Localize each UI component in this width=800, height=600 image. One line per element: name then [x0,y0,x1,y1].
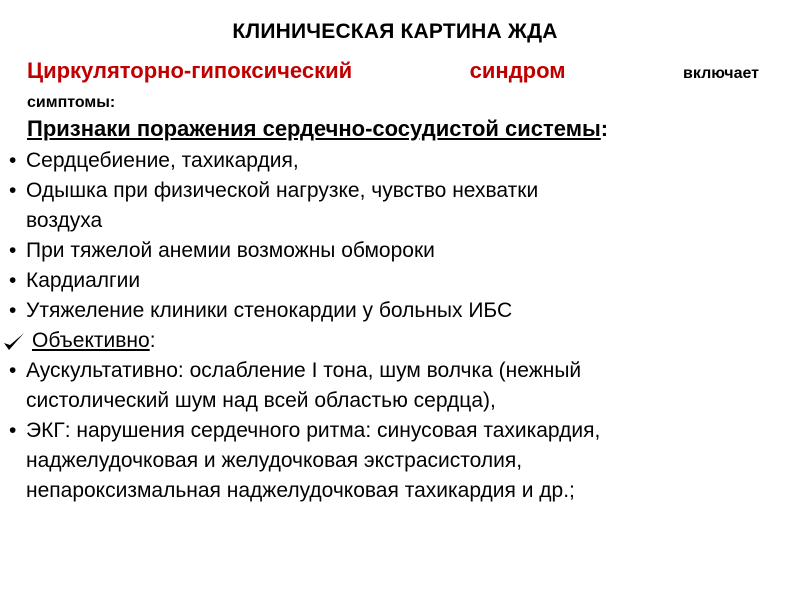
list-item-continuation: наджелудочковая и желудочковая экстрасистолия, [26,449,523,472]
intro-includes: включает [683,65,759,82]
objective-heading [0,326,790,356]
list-item [0,296,790,326]
objective-label: Объективно [32,329,150,352]
section-heading-colon: : [600,116,609,141]
section-heading-text: Признаки поражения сердечно-сосудистой системы [27,116,601,141]
list-item [0,416,790,446]
list-item-text: При тяжелой анемии возможны обмороки [26,239,435,262]
bullet-icon: • [9,239,17,262]
list-item [0,146,790,176]
bullet-icon: • [9,149,17,172]
list-item [0,176,790,206]
bullet-icon: • [9,269,17,292]
list-item-text: Кардиалгии [26,269,141,292]
slide-title: КЛИНИЧЕСКАЯ КАРТИНА ЖДА [232,20,558,43]
objective-colon: : [149,329,156,352]
list-item-continuation: непароксизмальная наджелудочковая тахикардия и др.; [26,479,575,502]
list-item [0,266,790,296]
list-item [0,236,790,266]
list-item-text: Аускультативно: ослабление I тона, шум волчка (нежный [26,359,582,382]
list-item-text: ЭКГ: нарушения сердечного ритма: синусовая тахикардия, [26,419,601,442]
list-item-text: Утяжеление клиники стенокардии у больных ИБС [26,299,513,322]
symptom-list [0,146,790,506]
list-item-continuation: воздуха [26,209,103,232]
bullet-icon: • [9,359,17,382]
intro-symptoms: симптомы: [27,94,116,111]
list-item-text: Сердцебиение, тахикардия, [26,149,299,172]
bullet-icon: • [9,419,17,442]
list-item-text: Одышка при физической нагрузке, чувство нехватки [26,179,539,202]
bullet-icon: • [9,299,17,322]
section-heading [27,114,608,144]
intro-syndrome: синдром [469,58,566,83]
bullet-icon: • [9,179,17,202]
intro-term: Циркуляторно-гипоксический [27,58,353,83]
checkmark-icon [2,331,26,353]
list-item-continuation: систолический шум над всей областью сердца), [26,389,496,412]
list-item [0,356,790,386]
intro-paragraph [27,56,759,113]
